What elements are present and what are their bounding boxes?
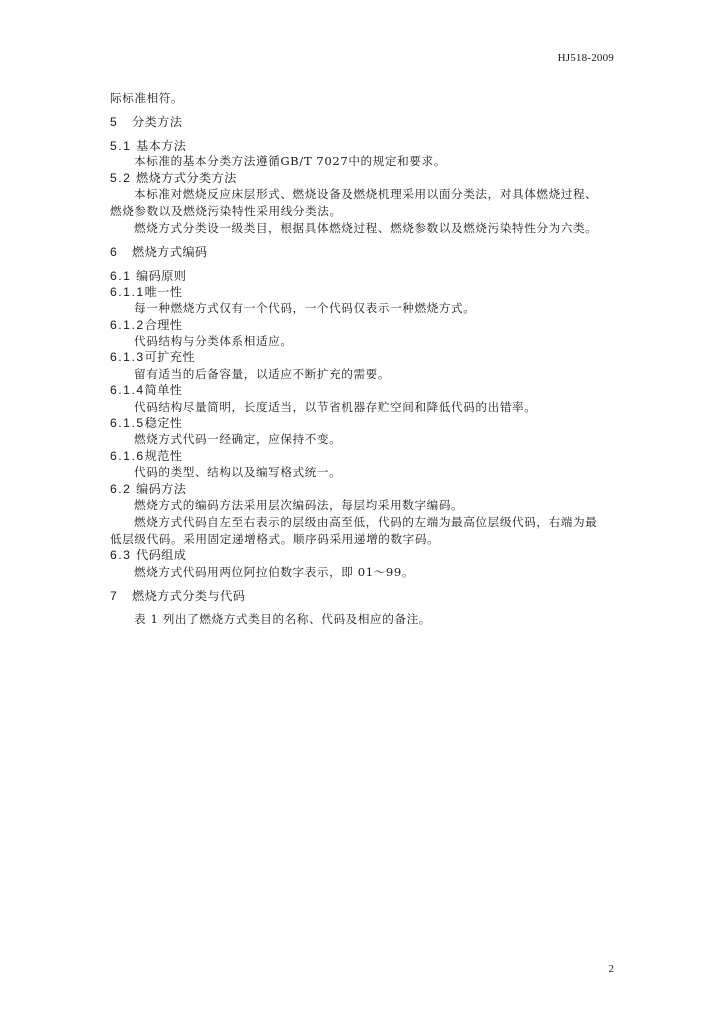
- header-rule: [110, 67, 615, 68]
- section-6-1-heading: [110, 268, 186, 284]
- section-title: 简单性: [144, 383, 183, 397]
- section-6-2-heading: [110, 481, 186, 497]
- paragraph-line: 燃烧方式代码自左至右表示的层级由高至低，代码的左端为最高位层级代码，右端为最: [134, 515, 598, 529]
- section-number: 6.1.5: [110, 416, 145, 430]
- paragraph-line: 燃烧参数以及燃烧污染特性采用线分类法。: [110, 204, 342, 218]
- section-number: 6.1.3: [110, 350, 145, 364]
- paragraph: 代码的类型、结构以及编写格式统一。: [134, 465, 342, 479]
- section-number: 5.2: [110, 171, 132, 185]
- paragraph: 表 1 列出了燃烧方式类目的名称、代码及相应的备注。: [134, 612, 432, 626]
- section-6-1-6-heading: [110, 448, 182, 464]
- section-6-1-2-heading: [110, 317, 182, 333]
- paragraph: 代码结构尽量简明，长度适当，以节省机器存贮空间和降低代码的出错率。: [134, 400, 537, 414]
- paragraph: 每一种燃烧方式仅有一个代码，一个代码仅表示一种燃烧方式。: [134, 301, 476, 315]
- section-6-1-3-heading: [110, 349, 195, 365]
- section-number: 5: [110, 115, 119, 129]
- paragraph-continuation: 际标准相符。: [110, 91, 184, 105]
- standard-code: HJ518-2009: [557, 52, 614, 64]
- section-number: 6.1.1: [110, 285, 145, 299]
- paragraph: 燃烧方式代码用两位阿拉伯数字表示，即 01～99。: [134, 565, 415, 579]
- section-title: 分类方法: [132, 115, 183, 129]
- paragraph-line: 低层级代码。采用固定递增格式。顺序码采用递增的数字码。: [110, 532, 440, 546]
- section-title: 编码方法: [136, 482, 187, 496]
- section-title: 燃烧方式分类与代码: [132, 589, 246, 603]
- paragraph: 燃烧方式分类设一级类目，根据具体燃烧过程、燃烧参数以及燃烧污染特性分为六类。: [134, 221, 598, 235]
- section-title: 编码原则: [136, 269, 187, 283]
- section-title: 基本方法: [136, 139, 187, 153]
- section-6-heading: [110, 244, 208, 260]
- paragraph-line: 本标准对燃烧反应床层形式、燃烧设备及燃烧机理采用以面分类法，对具体燃烧过程、: [134, 187, 598, 201]
- section-5-2-heading: [110, 170, 237, 186]
- section-number: 6: [110, 245, 119, 259]
- section-title: 唯一性: [144, 285, 183, 299]
- section-title: 稳定性: [144, 416, 183, 430]
- section-title: 可扩充性: [144, 350, 195, 364]
- section-6-1-4-heading: [110, 382, 182, 398]
- paragraph: 本标准的基本分类方法遵循GB/T 7027中的规定和要求。: [134, 154, 446, 168]
- section-6-3-heading: [110, 547, 186, 563]
- section-6-1-5-heading: [110, 415, 182, 431]
- section-title: 燃烧方式分类方法: [136, 171, 237, 185]
- section-title: 燃烧方式编码: [132, 245, 208, 259]
- page-number: 2: [608, 963, 614, 975]
- section-number: 6.2: [110, 482, 132, 496]
- section-number: 6.3: [110, 548, 132, 562]
- section-title: 合理性: [144, 318, 183, 332]
- section-title: 规范性: [144, 449, 183, 463]
- section-number: 6.1.4: [110, 383, 145, 397]
- paragraph: 燃烧方式的编码方法采用层次编码法，每层均采用数字编码。: [134, 498, 464, 512]
- paragraph: 留有适当的后备容量，以适应不断扩充的需要。: [134, 367, 391, 381]
- section-5-heading: [110, 114, 182, 130]
- section-6-1-1-heading: [110, 284, 182, 300]
- section-5-1-heading: [110, 138, 186, 154]
- paragraph: 燃烧方式代码一经确定，应保持不变。: [134, 432, 342, 446]
- section-number: 6.1: [110, 269, 132, 283]
- section-number: 7: [110, 589, 119, 603]
- section-title: 代码组成: [136, 548, 187, 562]
- paragraph: 代码结构与分类体系相适应。: [134, 334, 293, 348]
- section-7-heading: [110, 588, 245, 604]
- section-number: 5.1: [110, 139, 132, 153]
- section-number: 6.1.6: [110, 449, 145, 463]
- section-number: 6.1.2: [110, 318, 145, 332]
